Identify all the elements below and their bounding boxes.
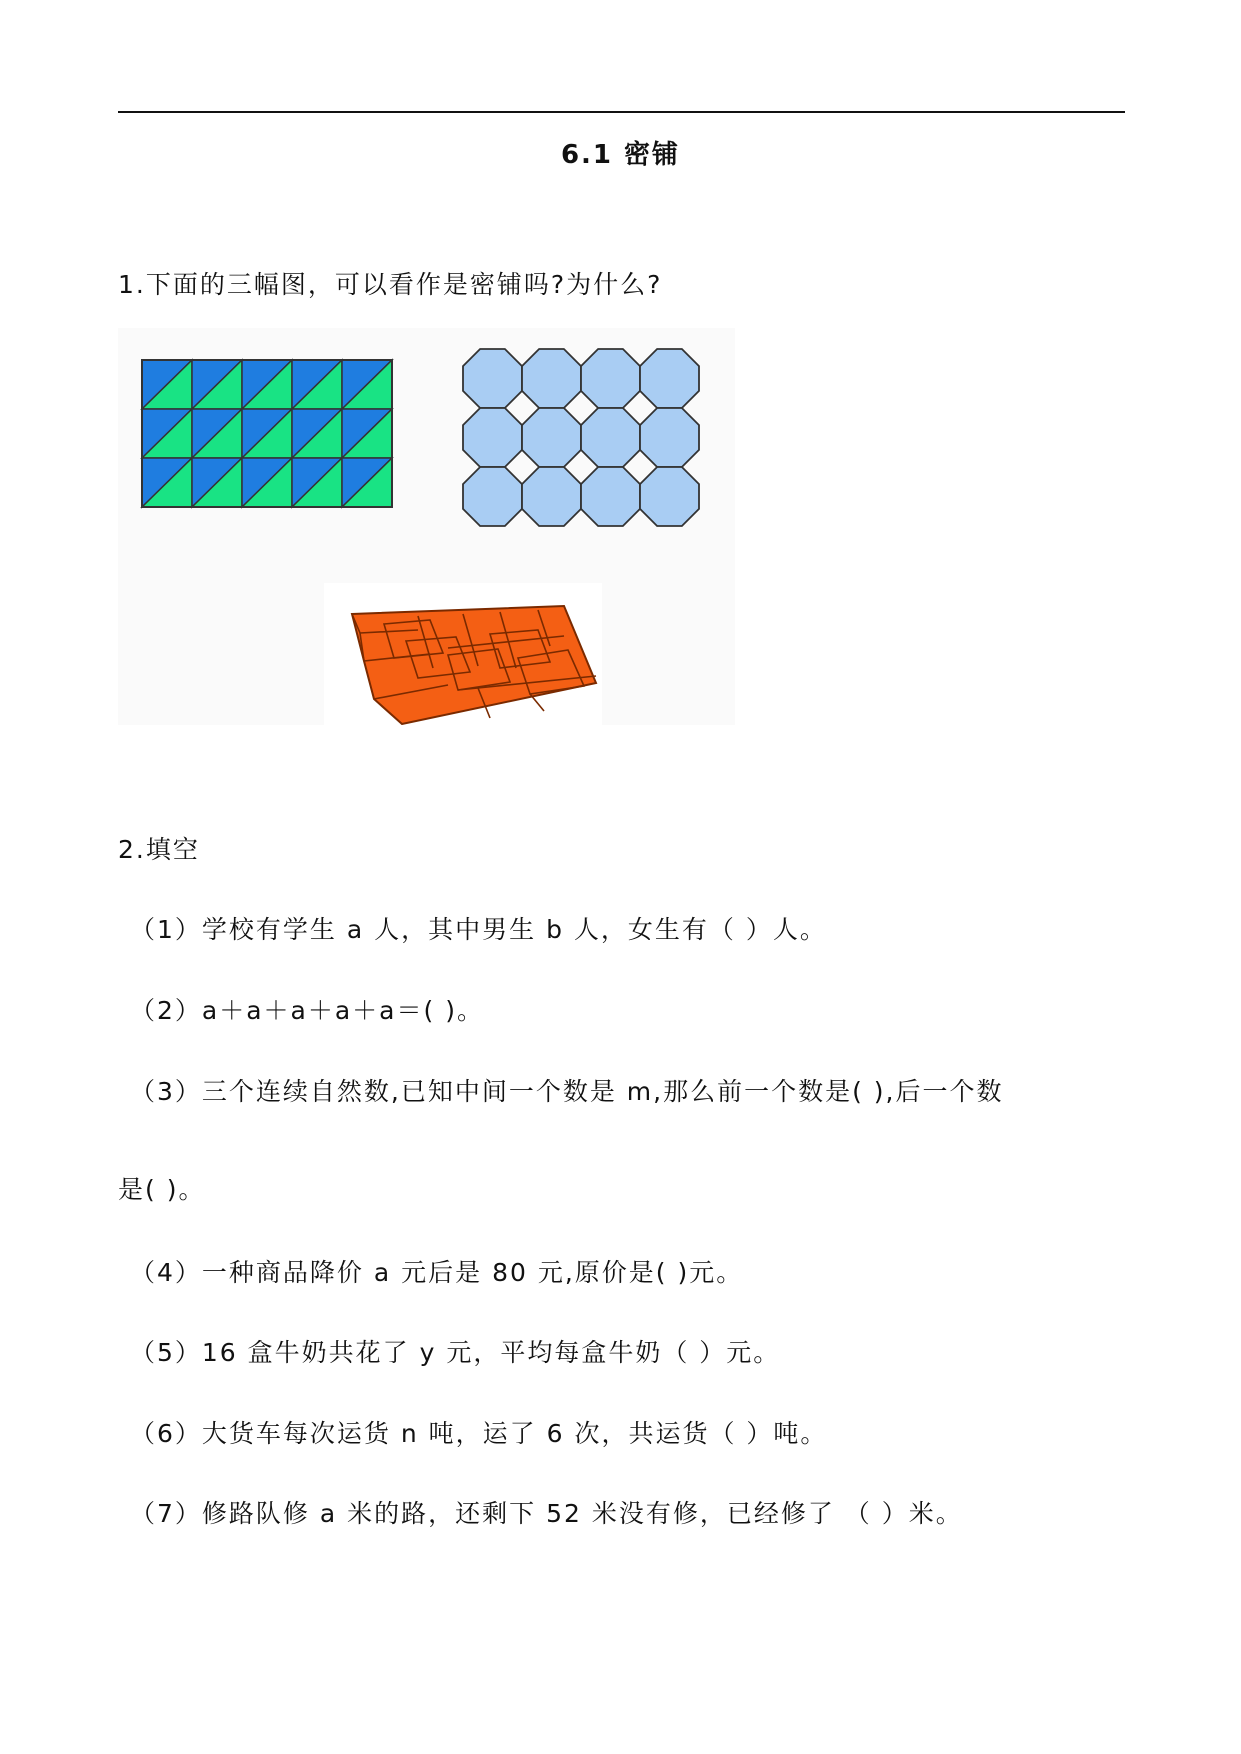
fill-blank-2: （2）a＋a＋a＋a＋a＝( )。 bbox=[130, 996, 484, 1025]
fill-blank-1: （1）学校有学生 a 人，其中男生 b 人，女生有（ ）人。 bbox=[130, 915, 827, 944]
parallelogram-tiling-icon bbox=[324, 583, 602, 725]
fill-blank-4: （4）一种商品降价 a 元后是 80 元,原价是( )元。 bbox=[130, 1258, 744, 1287]
tiling-figures bbox=[118, 328, 735, 725]
header-rule bbox=[118, 111, 1125, 113]
tiling-octagon bbox=[581, 408, 640, 467]
octagon-tiling-icon bbox=[463, 349, 699, 526]
tiling-octagon bbox=[640, 349, 699, 408]
tiling-octagon bbox=[463, 408, 522, 467]
tiling-octagon bbox=[522, 349, 581, 408]
fill-blank-5: （5）16 盒牛奶共花了 y 元，平均每盒牛奶（ ）元。 bbox=[130, 1338, 781, 1367]
page-title: 6.1 密铺 bbox=[560, 140, 681, 170]
tiling-octagon bbox=[640, 467, 699, 526]
tiling-octagon bbox=[581, 349, 640, 408]
triangle-tiling-icon bbox=[142, 360, 392, 507]
tiling-octagon bbox=[522, 467, 581, 526]
fill-blank-6: （6）大货车每次运货 n 吨，运了 6 次，共运货（ ）吨。 bbox=[130, 1419, 828, 1448]
tiling-octagon bbox=[640, 408, 699, 467]
question-2-heading: 2.填空 bbox=[118, 835, 200, 864]
tiling-octagon bbox=[463, 349, 522, 408]
question-1-text: 1.下面的三幅图，可以看作是密铺吗?为什么? bbox=[118, 270, 663, 299]
tiling-octagon bbox=[522, 408, 581, 467]
fill-blank-3-continued: 是( )。 bbox=[118, 1175, 206, 1204]
tiling-octagon bbox=[463, 467, 522, 526]
tiling-octagon bbox=[581, 467, 640, 526]
fill-blank-3: （3）三个连续自然数,已知中间一个数是 m,那么前一个数是( ),后一个数 bbox=[130, 1077, 1004, 1106]
fill-blank-7: （7）修路队修 a 米的路，还剩下 52 米没有修，已经修了 （ ）米。 bbox=[130, 1499, 963, 1528]
